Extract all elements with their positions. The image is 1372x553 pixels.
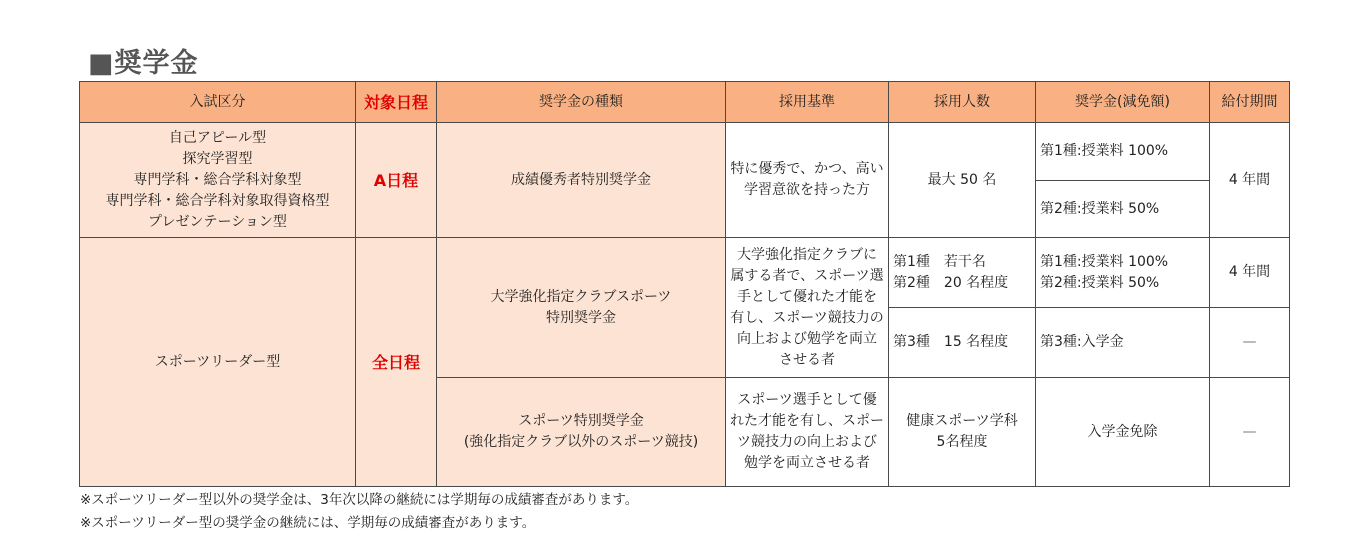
header-type: 奨学金の種類	[437, 82, 726, 123]
footnote: ※スポーツリーダー型の奨学金の継続には、学期毎の成績審査があります。	[80, 515, 536, 531]
criteria-line: 大学強化指定クラブに	[737, 246, 877, 263]
count-line: 健康スポーツ学科	[906, 413, 1018, 429]
criteria-line: 向上および勉学を両立	[737, 330, 877, 347]
count-line: 第2種 20 名程度	[893, 274, 1009, 291]
type-line: (強化指定クラブ以外のスポーツ競技)	[463, 434, 699, 450]
header-amount: 奨学金(減免額)	[1036, 82, 1210, 123]
header-category: 入試区分	[80, 82, 356, 123]
header-schedule: 対象日程	[356, 82, 437, 123]
count-cell: 第3種 15 名程度	[889, 308, 1036, 378]
type-line: 特別奨学金	[546, 309, 616, 326]
section-title: ■奨学金	[88, 48, 199, 79]
count-line: 第1種 若干名	[893, 253, 986, 270]
header-count: 採用人数	[889, 82, 1036, 123]
header-criteria: 採用基準	[726, 82, 889, 123]
table-row	[80, 238, 1290, 308]
scholarship-type-cell: 成績優秀者特別奨学金	[437, 123, 726, 238]
schedule-cell: 全日程	[356, 238, 437, 487]
criteria-cell	[726, 123, 889, 238]
type-line: 大学強化指定クラブスポーツ	[490, 288, 672, 305]
amount-cell: 入学金免除	[1036, 378, 1210, 487]
amount-cell: 第1種:授業料 100%	[1036, 123, 1210, 181]
criteria-cell	[726, 238, 889, 378]
footnote: ※スポーツリーダー型以外の奨学金は、3年次以降の継続には学期毎の成績審査があります。	[80, 492, 639, 508]
criteria-line: 学習意欲を持った方	[744, 182, 870, 198]
category-cell: スポーツリーダー型	[80, 238, 356, 487]
period-cell: 4 年間	[1210, 123, 1290, 238]
scholarship-table	[79, 81, 1290, 487]
amount-cell: 第2種:授業料 50%	[1036, 181, 1210, 238]
count-cell	[889, 238, 1036, 308]
period-cell: —	[1210, 308, 1290, 378]
criteria-line: 特に優秀で、かつ、高い	[730, 161, 884, 177]
criteria-line: させる者	[779, 351, 835, 368]
criteria-line: ツ競技力の向上および	[737, 434, 877, 450]
period-cell: —	[1210, 378, 1290, 487]
criteria-line: れた才能を有し、スポー	[730, 413, 884, 429]
category-line: 探究学習型	[182, 150, 253, 167]
schedule-cell: A日程	[356, 123, 437, 238]
amount-line: 第1種:授業料 100%	[1040, 253, 1169, 270]
criteria-cell	[726, 378, 889, 487]
count-line: 5名程度	[936, 434, 988, 450]
category-line: 自己アピール型	[168, 129, 267, 146]
count-cell: 最大 50 名	[889, 123, 1036, 238]
criteria-line: 勉学を両立させる者	[744, 455, 870, 471]
category-line: 専門学科・総合学科対象型	[133, 171, 302, 188]
table-row	[80, 123, 1290, 181]
category-line: プレゼンテーション型	[148, 213, 287, 230]
criteria-line: 有し、スポーツ競技力の	[730, 309, 884, 326]
criteria-line: 属する者で、スポーツ選	[730, 267, 884, 284]
category-cell	[80, 123, 356, 238]
count-cell	[889, 378, 1036, 487]
criteria-line: スポーツ選手として優	[737, 392, 877, 408]
scholarship-type-cell	[437, 238, 726, 378]
amount-cell: 第3種:入学金	[1036, 308, 1210, 378]
scholarship-type-cell	[437, 378, 726, 487]
table-header-row	[80, 82, 1290, 123]
amount-cell	[1036, 238, 1210, 308]
criteria-line: 手として優れた才能を	[737, 288, 877, 305]
category-line: 専門学科・総合学科対象取得資格型	[105, 192, 330, 209]
type-line: スポーツ特別奨学金	[518, 413, 644, 429]
period-cell: 4 年間	[1210, 238, 1290, 308]
amount-line: 第2種:授業料 50%	[1040, 274, 1160, 291]
header-period: 給付期間	[1210, 82, 1290, 123]
